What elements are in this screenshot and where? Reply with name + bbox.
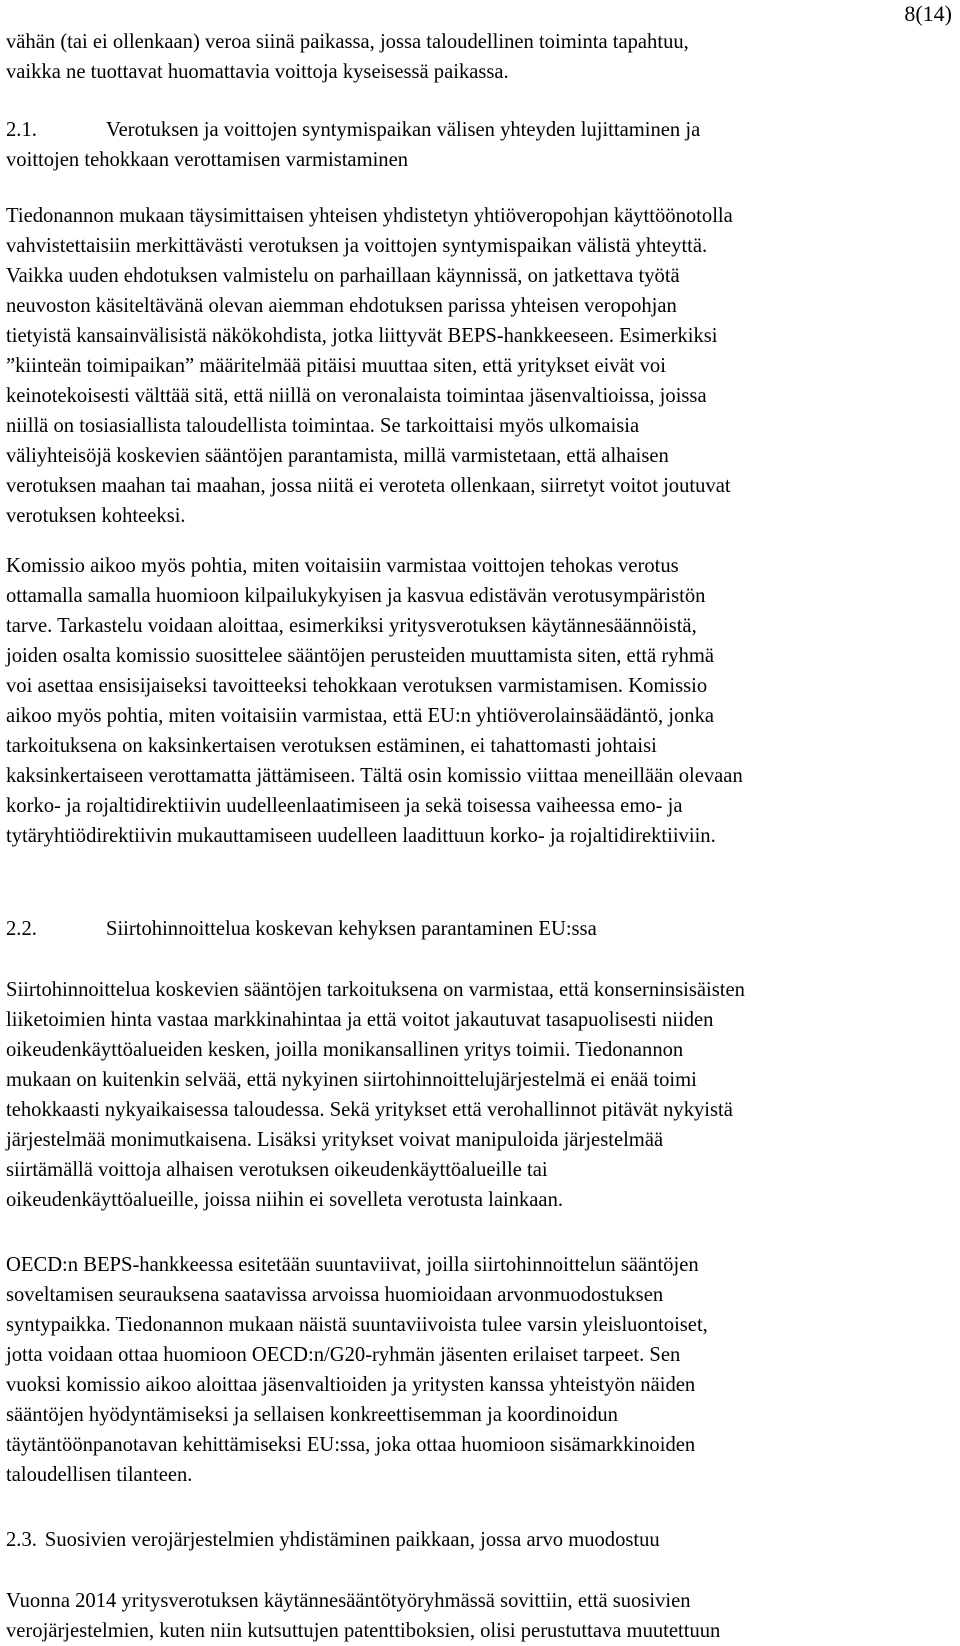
section-number: 2.3. [6,1529,37,1551]
text-line: oikeudenkäyttöalueille, joissa niihin ei sovelleta verotusta lainkaan. [6,1189,564,1211]
text-line: verojärjestelmien, kuten niin kutsuttujen patenttiboksien, olisi perustuttava muutettuun [6,1620,721,1642]
text-line: joiden osalta komissio suosittelee sääntöjen perusteiden muuttamista siten, että ryhmä [6,645,715,667]
text-line: Vuonna 2014 yritysverotuksen käytännesääntötyöryhmässä sovittiin, että suosivien [6,1590,691,1612]
text-line: Siirtohinnoittelua koskevien sääntöjen tarkoituksena on varmistaa, että konserninsisäisten [6,979,745,1001]
text-line: verotuksen kohteeksi. [6,505,186,527]
text-line: jotta voidaan ottaa huomioon OECD:n/G20-ryhmän jäsenten erilaiset tarpeet. Sen [6,1344,681,1366]
paragraph [6,1250,708,1490]
paragraph [6,551,743,851]
text-line: vähän (tai ei ollenkaan) veroa siinä paikassa, jossa taloudellinen toiminta tapahtuu, [6,31,689,53]
section-number: 2.1. [6,119,37,141]
text-line: täytäntöönpanotavan kehittämiseksi EU:ssa, joka ottaa huomioon sisämarkkinoiden [6,1434,696,1456]
section-title-line: voittojen tehokkaan verottamisen varmistaminen [6,149,409,171]
text-line: tarkoituksena on kaksinkertaisen verotuksen estäminen, ei tahattomasti johtaisi [6,735,657,757]
text-line: ”kiinteän toimipaikan” määritelmää pitäisi muuttaa siten, että yritykset eivät voi [6,355,666,377]
paragraph [6,1586,720,1646]
text-line: soveltamisen seurauksena saatavissa arvoissa huomioidaan arvonmuodostuksen [6,1284,664,1306]
section-title: Suosivien verojärjestelmien yhdistäminen paikkaan, jossa arvo muodostuu [44,1529,660,1551]
section-heading-2-1 [6,115,700,175]
text-line: vuoksi komissio aikoo aloittaa jäsenvaltioiden ja yritysten kanssa yhteistyön näiden [6,1374,696,1396]
text-line: tehokkaasti nykyaikaisessa taloudessa. Sekä yritykset että verohallinnot pitävät nykyistä [6,1099,733,1121]
text-line: Komissio aikoo myös pohtia, miten voitaisiin varmistaa voittojen tehokas verotus [6,555,679,577]
text-line: ottamalla samalla huomioon kilpailukykyisen ja kasvua edistävän verotusympäristön [6,585,706,607]
text-line: järjestelmää monimutkaisena. Lisäksi yritykset voivat manipuloida järjestelmää [6,1129,664,1151]
section-title: Siirtohinnoittelua koskevan kehyksen parantaminen EU:ssa [106,918,597,940]
text-line: aikoo myös pohtia, miten voitaisiin varmistaa, että EU:n yhtiöverolainsäädäntö, jonka [6,705,715,727]
section-heading-2-3 [6,1525,660,1555]
paragraph [6,975,745,1215]
text-line: verotuksen maahan tai maahan, jossa niitä ei veroteta ollenkaan, siirretyt voitot joutuvat [6,475,731,497]
text-line: korko- ja rojaltidirektiivin uudelleenlaatimiseen ja sekä toisessa vaiheessa emo- ja [6,795,683,817]
text-line: niillä on tosiasiallista taloudellista toimintaa. Se tarkoittaisi myös ulkomaisia [6,415,640,437]
text-line: tytäryhtiödirektiivin mukauttamiseen uudelleen laadittuun korko- ja rojaltidirektiiviin. [6,825,716,847]
text-line: vaikka ne tuottavat huomattavia voittoja kyseisessä paikassa. [6,61,509,83]
text-line: voi asettaa ensisijaiseksi tavoitteeksi tehokkaan verotuksen varmistamisen. Komissio [6,675,708,697]
text-line: kaksinkertaiseen verottamatta jättämiseen. Tältä osin komissio viittaa meneillään olevaan [6,765,743,787]
text-line: neuvoston käsiteltävänä olevan aiemman ehdotuksen parissa yhteisen veropohjan [6,295,677,317]
text-line: liiketoimien hinta vastaa markkinahintaa ja että voitot jakautuvat tasapuolisesti niiden [6,1009,714,1031]
text-line: Vaikka uuden ehdotuksen valmistelu on parhaillaan käynnissä, on jatkettava työtä [6,265,680,287]
text-line: syntypaikka. Tiedonannon mukaan näistä suuntaviivoista tulee varsin yleisluontoiset, [6,1314,708,1336]
text-line: sääntöjen hyödyntämiseksi ja sellaisen konkreettisemman ja koordinoidun [6,1404,618,1426]
text-line: oikeudenkäyttöalueiden kesken, joilla monikansallinen yritys toimii. Tiedonannon [6,1039,684,1061]
text-line: vahvistettaisiin merkittävästi verotuksen ja voittojen syntymispaikan välistä yhteyttä. [6,235,708,257]
section-heading-2-2 [6,914,597,944]
text-line: siirtämällä voittoja alhaisen verotuksen oikeudenkäyttöalueille tai [6,1159,548,1181]
section-number: 2.2. [6,918,37,940]
paragraph [6,201,733,531]
section-title-line: Verotuksen ja voittojen syntymispaikan välisen yhteyden lujittaminen ja [106,119,701,141]
text-line: taloudellisen tilanteen. [6,1464,193,1486]
intro-paragraph [6,27,689,87]
text-line: tietyistä kansainvälisistä näkökohdista, jotka liittyvät BEPS-hankkeeseen. Esimerkiksi [6,325,718,347]
text-line: väliyhteisöjä koskevien sääntöjen parantamista, millä varmistetaan, että alhaisen [6,445,669,467]
page-number: 8(14) [904,1,952,26]
text-line: keinotekoisesti välttää sitä, että niillä on veronalaista toimintaa jäsenvaltioissa, joissa [6,385,707,407]
text-line: Tiedonannon mukaan täysimittaisen yhteisen yhdistetyn yhtiöveropohjan käyttöönotolla [6,205,733,227]
text-line: OECD:n BEPS-hankkeessa esitetään suuntaviivat, joilla siirtohinnoittelun sääntöjen [6,1254,699,1276]
text-line: tarve. Tarkastelu voidaan aloittaa, esimerkiksi yritysverotuksen käytännesäännöistä, [6,615,697,637]
text-line: mukaan on kuitenkin selvää, että nykyinen siirtohinnoittelujärjestelmä ei enää toimi [6,1069,697,1091]
